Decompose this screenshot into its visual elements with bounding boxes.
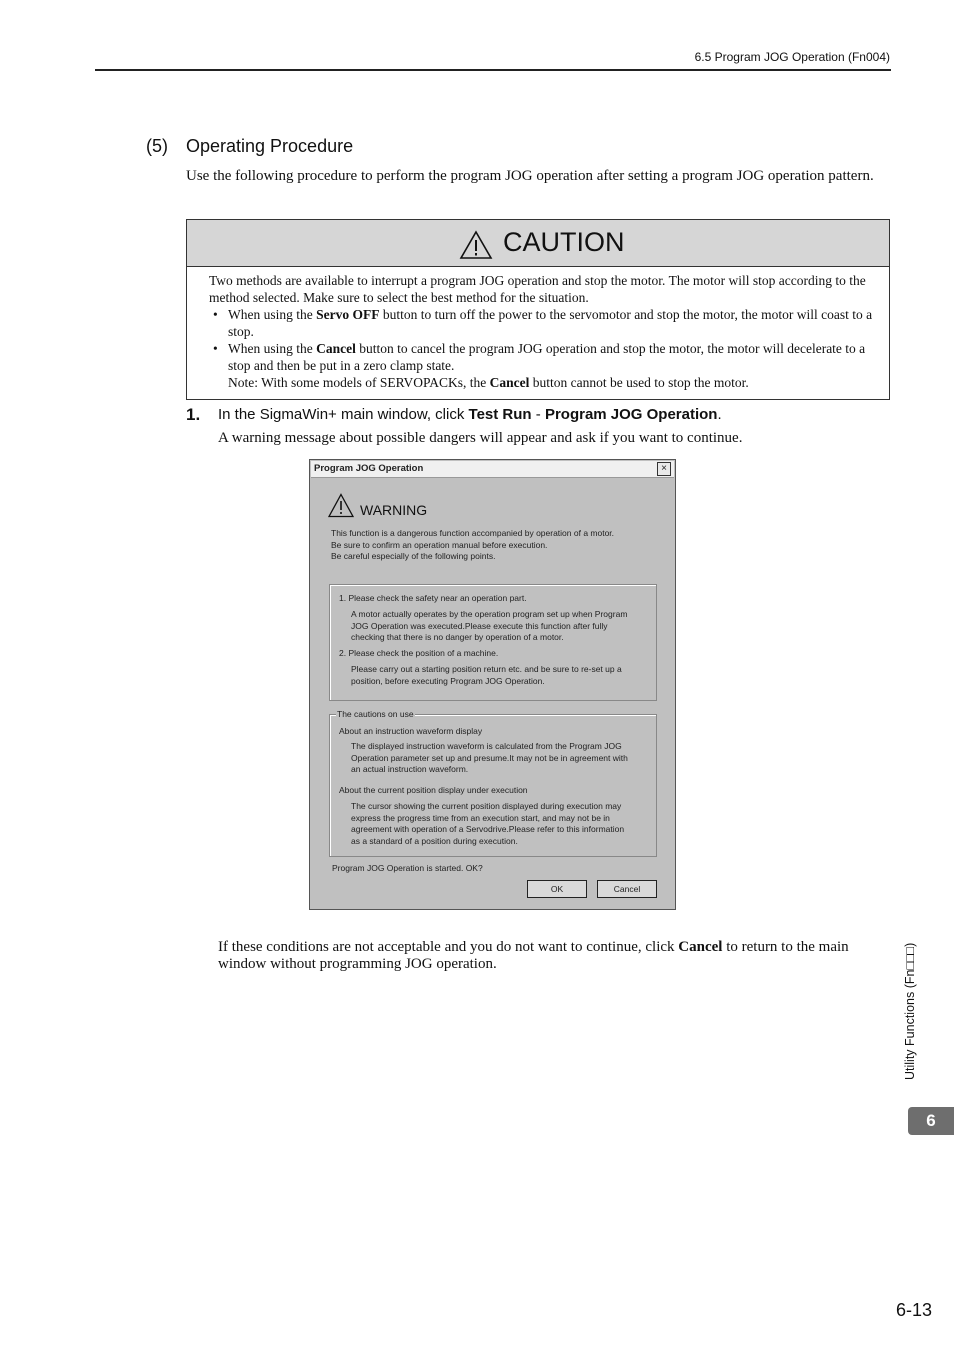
group-line: agreement with operation of a Servodrive.Please refer to this information: [351, 824, 625, 834]
text: to return to the main window without programming JOG operation.: [218, 939, 849, 972]
warning-triangle-icon: [328, 493, 354, 518]
group-line: About an instruction waveform display: [339, 726, 483, 736]
text: .: [717, 406, 722, 423]
caution-bullet-servo-off: [209, 306, 881, 340]
text: button to turn off the power to the servomotor and stop the motor, the motor will coast to a stop.: [228, 307, 873, 339]
side-chapter-label: Utility Functions (Fn□□□): [903, 942, 917, 1080]
header-rule: [95, 69, 891, 71]
group-line: as a standard of a position during execution.: [351, 835, 518, 846]
caution-body: [209, 272, 881, 391]
text: button cannot be used to stop the motor.: [529, 375, 749, 390]
cancel-term: Cancel: [678, 939, 723, 955]
group-line: About the current position display under execution: [339, 785, 528, 795]
section-title: Operating Procedure: [186, 136, 354, 156]
group-label: The cautions on use: [337, 709, 414, 719]
dialog-titlebar: [311, 461, 674, 478]
text: If these conditions are not acceptable and you do not want to continue, click: [218, 939, 679, 955]
cancel-button[interactable]: Cancel: [597, 880, 657, 898]
cancel-term: Cancel: [489, 375, 530, 390]
group-line: The displayed instruction waveform is calculated from the Program JOG: [351, 741, 622, 751]
safety-points-group: [329, 584, 657, 701]
bullet-mark: •: [213, 341, 218, 356]
group-line: A motor actually operates by the operation program set up when Program: [351, 609, 628, 619]
text: When using the: [228, 307, 317, 322]
page-number: 6-13: [895, 1300, 932, 1320]
caution-bullet-cancel: [209, 340, 881, 374]
group-line: checking that there is no danger by operation of a motor.: [351, 632, 564, 642]
dialog-title: Program JOG Operation: [314, 463, 424, 474]
dialog-warning-title: WARNING: [360, 502, 428, 518]
text: In the SigmaWin+ main window, click: [218, 406, 469, 423]
close-icon[interactable]: ×: [657, 462, 671, 476]
caution-header: [187, 220, 889, 267]
group-line: 2. Please check the position of a machine.: [339, 648, 499, 658]
text: button to cancel the program JOG operation and stop the motor, the motor will decelerate to a stop and then be put in a zero clamp state.: [228, 341, 866, 373]
running-header: 6.5 Program JOG Operation (Fn004): [694, 50, 890, 64]
caution-title: CAUTION: [503, 227, 625, 257]
group-line: position, before executing Program JOG Operation.: [351, 675, 545, 686]
dialog-warning-text: [331, 528, 661, 563]
group-line: Operation parameter set up and presume.It may not be in agreement with: [351, 752, 628, 763]
program-jog-dialog: [309, 459, 676, 910]
group-line: The cursor showing the current position displayed during execution may: [351, 801, 622, 811]
caution-note: [228, 374, 881, 391]
group-line: an actual instruction waveform.: [351, 764, 469, 774]
warning-line: Be sure to confirm an operation manual before execution.: [331, 539, 548, 550]
step-instruction: [218, 406, 722, 423]
text: When using the: [228, 341, 317, 356]
chapter-tab: 6: [908, 1107, 954, 1135]
group-line: 1. Please check the safety near an operation part.: [339, 593, 527, 603]
caution-box: [186, 219, 890, 400]
warning-line: Be careful especially of the following points.: [331, 551, 496, 561]
step-description: A warning message about possible dangers will appear and ask if you want to continue.: [218, 430, 743, 446]
after-paragraph: [218, 939, 890, 973]
section-number: (5): [146, 136, 168, 156]
group-line: JOG Operation was executed.Please execute this function after fully: [351, 620, 608, 631]
ok-button[interactable]: OK: [527, 880, 587, 898]
dialog-prompt: Program JOG Operation is started. OK?: [332, 863, 483, 873]
bullet-mark: •: [213, 307, 218, 322]
menu-program-jog: Program JOG Operation: [544, 406, 718, 423]
intro-paragraph: Use the following procedure to perform the program JOG operation after setting a program JOG operation pattern.: [186, 168, 874, 184]
step-number: 1.: [186, 405, 201, 424]
group-line: Please carry out a starting position return etc. and be sure to re-set up a: [351, 664, 622, 674]
group-line: express the progress time from an execution start, and may not be in: [351, 812, 610, 823]
warning-triangle-icon: [459, 230, 493, 260]
cancel-term: Cancel: [316, 341, 356, 356]
caution-lead: Two methods are available to interrupt a program JOG operation and stop the motor. The motor will stop according to the method selected. Make sure to select the best method for the situation.: [209, 273, 866, 305]
servo-off-term: Servo OFF: [316, 307, 380, 322]
text: -: [531, 406, 545, 423]
warning-line: This function is a dangerous function accompanied by operation of a motor.: [331, 528, 615, 538]
cautions-on-use-group: [329, 709, 657, 857]
menu-test-run: Test Run: [468, 406, 532, 423]
text: Note: With some models of SERVOPACKs, the: [228, 375, 490, 390]
